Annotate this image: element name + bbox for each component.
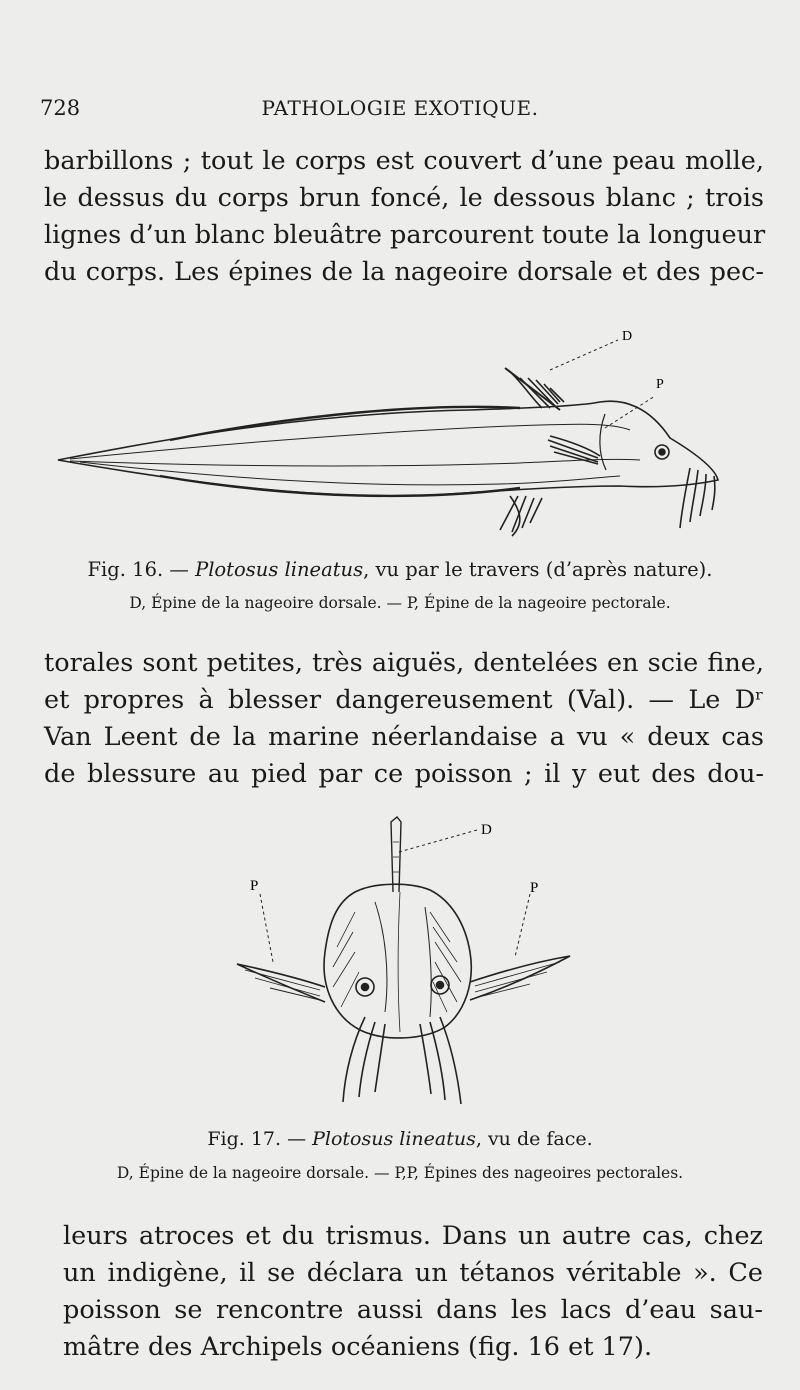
text-line: leurs atroces et du trismus. Dans un autre cas, chez [63,1221,763,1251]
paragraph-1 [44,143,764,291]
label-p-left: P [250,878,259,894]
figure-17-front-view [225,812,585,1122]
label-d: D [481,822,492,838]
text-line: lignes d’un blanc bleuâtre parcourent toute la longueur [44,220,766,250]
paragraph-2 [44,645,764,793]
text-line: un indigène, il se déclara un tétanos véritable ». Ce [63,1258,763,1288]
figure-17-legend: D, Épine de la nageoire dorsale. — P,P, Épines des nageoires pectorales. [116,1164,684,1182]
caption-suffix: , vu par le travers (d’après nature). [363,558,713,581]
caption-prefix: Fig. 16. — [87,558,196,581]
text-line: Van Leent de la marine néerlandaise a vu « deux cas [44,722,764,752]
figure-16-legend: D, Épine de la nageoire dorsale. — P, Épine de la nageoire pectorale. [129,594,671,612]
caption-species: Plotosus lineatus [312,1128,476,1150]
caption-suffix: , vu de face. [475,1128,593,1150]
text-line: de blessure au pied par ce poisson ; il y eut des dou- [44,759,764,789]
figure-16-side-view [50,318,750,548]
text-line: du corps. Les épines de la nageoire dorsale et des pec- [44,257,764,287]
figure-17-caption [0,1128,800,1150]
label-p-right: P [530,880,539,896]
catfish-front-illustration [225,812,585,1122]
text-line: poisson se rencontre aussi dans les lacs d’eau sau- [63,1295,763,1325]
running-title: PATHOLOGIE EXOTIQUE. [261,96,539,120]
caption-species: Plotosus lineatus [195,558,364,581]
text-line: barbillons ; tout le corps est couvert d’une peau molle, [44,146,764,176]
paragraph-3 [63,1218,763,1366]
text-line: torales sont petites, très aiguës, dentelées en scie fine, [44,648,764,678]
page-header [40,96,760,132]
caption-prefix: Fig. 17. — [207,1128,313,1150]
text-line: le dessus du corps brun foncé, le dessous blanc ; trois [44,183,764,213]
label-p: P [656,377,664,392]
text-line: mâtre des Archipels océaniens (fig. 16 et 17). [63,1332,653,1362]
label-d: D [622,329,633,344]
page-number: 728 [40,96,81,120]
text-line: et propres à blesser dangereusement (Val). — Le Dʳ [44,685,764,715]
catfish-side-illustration [50,318,750,548]
figure-16-caption [0,558,800,581]
